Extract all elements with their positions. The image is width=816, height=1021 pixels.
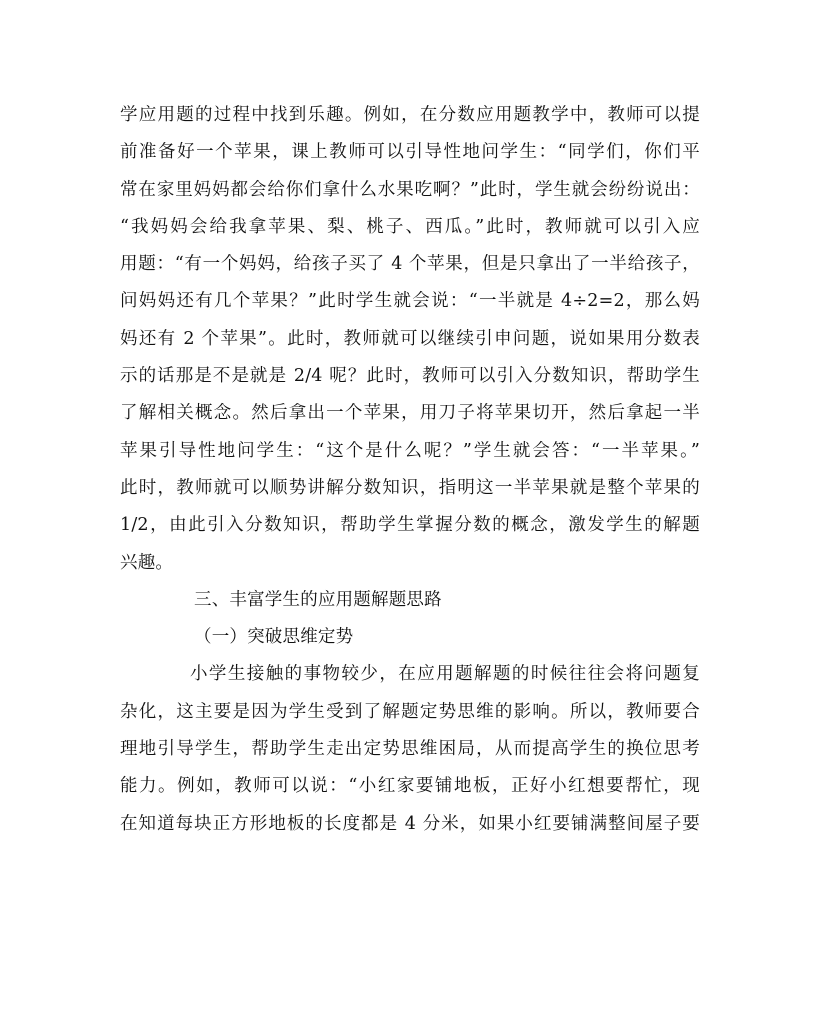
text-line: 1/2，由此引入分数知识，帮助学生掌握分数的概念，激发学生的解题 bbox=[120, 515, 700, 536]
text-line: 能力。例如，教师可以说：“小红家要铺地板，正好小红想要帮忙，现 bbox=[120, 776, 700, 797]
text-line: 理地引导学生，帮助学生走出定势思维困局，从而提高学生的换位思考 bbox=[120, 739, 700, 760]
section-heading: 三、丰富学生的应用题解题思路 bbox=[194, 589, 442, 610]
text-line: 妈还有 2 个苹果”。此时，教师就可以继续引申问题，说如果用分数表 bbox=[120, 328, 700, 349]
subsection-heading: （一）突破思维定势 bbox=[194, 627, 354, 648]
text-line: 兴趣。 bbox=[120, 552, 174, 573]
text-line: 常在家里妈妈都会给你们拿什么水果吃啊？”此时，学生就会纷纷说出： bbox=[120, 179, 700, 200]
text-line: 杂化，这主要是因为学生受到了解题定势思维的影响。所以，教师要合 bbox=[120, 701, 700, 722]
text-line: 问妈妈还有几个苹果？”此时学生就会说：“一半就是 4÷2=2，那么妈 bbox=[120, 291, 700, 312]
text-line: 用题：“有一个妈妈，给孩子买了 4 个苹果，但是只拿出了一半给孩子， bbox=[120, 254, 700, 275]
text-line: 苹果引导性地问学生：“这个是什么呢？”学生就会答：“一半苹果。” bbox=[120, 440, 700, 461]
text-line: 示的话那是不是就是 2/4 呢？此时，教师可以引入分数知识，帮助学生 bbox=[120, 366, 700, 387]
text-line: 此时，教师就可以顺势讲解分数知识，指明这一半苹果就是整个苹果的 bbox=[120, 477, 700, 498]
text-line: 学应用题的过程中找到乐趣。例如，在分数应用题教学中，教师可以提 bbox=[120, 105, 700, 125]
text-line: 在知道每块正方形地板的长度都是 4 分米，如果小红要铺满整间屋子要 bbox=[120, 813, 700, 834]
text-line: 了解相关概念。然后拿出一个苹果，用刀子将苹果切开，然后拿起一半 bbox=[120, 403, 700, 424]
text-line: 前准备好一个苹果，课上教师可以引导性地问学生：“同学们，你们平 bbox=[120, 142, 700, 163]
text-line: 小学生接触的事物较少，在应用题解题的时候往往会将问题复 bbox=[190, 664, 700, 685]
text-line: “我妈妈会给我拿苹果、梨、桃子、西瓜。”此时，教师就可以引入应 bbox=[120, 216, 700, 237]
body-text bbox=[120, 97, 700, 843]
